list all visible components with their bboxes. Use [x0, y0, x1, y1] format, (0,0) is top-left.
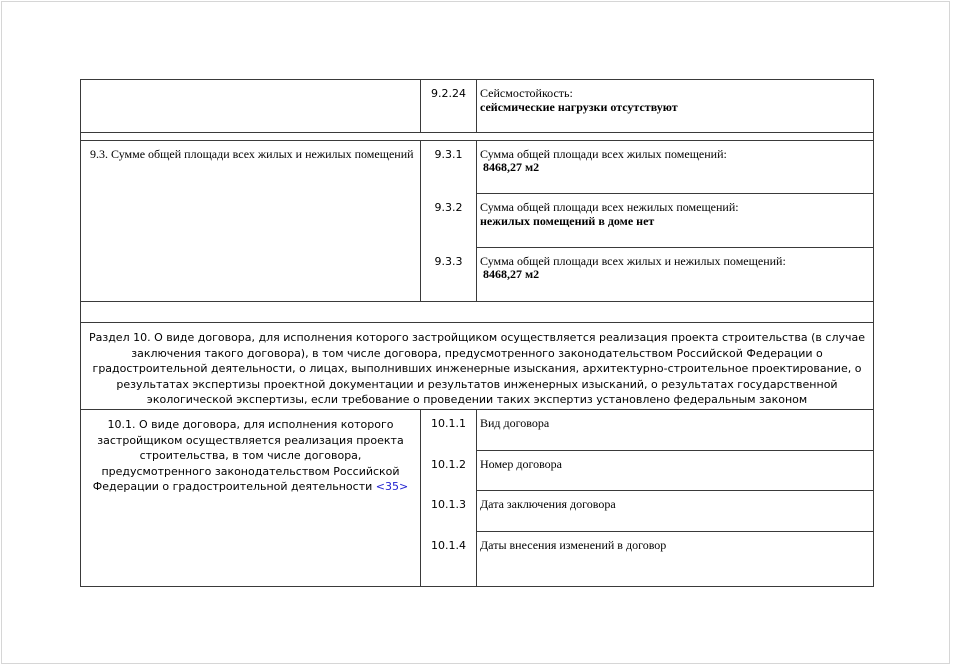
table-border-right — [873, 79, 874, 587]
row-value: сейсмические нагрузки отсутствуют — [480, 100, 678, 114]
row-code: 10.1.1 — [431, 417, 466, 430]
row-label: Дата заключения договора — [480, 497, 616, 511]
row-label: Сумма общей площади всех жилых помещений: — [480, 147, 727, 161]
table-line — [80, 322, 874, 323]
row-code: 9.3.1 — [434, 148, 463, 161]
table-border-left — [80, 79, 81, 587]
subsection-title: 9.3. Сумме общей площади всех жилых и нежилых помещений — [90, 147, 414, 161]
table-line — [80, 409, 874, 410]
row-code: 9.3.2 — [434, 201, 463, 214]
table-line — [80, 140, 874, 141]
table-line — [80, 132, 874, 133]
row-label: Вид договора — [480, 416, 550, 430]
table-line-top — [80, 79, 874, 80]
table-line — [476, 247, 874, 248]
row-code: 10.1.2 — [431, 458, 466, 471]
table-line-bottom — [80, 586, 874, 587]
table-column-line — [476, 409, 477, 587]
row-label: Сейсмостойкость: — [480, 86, 573, 100]
row-value: 8468,27 м2 — [483, 267, 540, 281]
row-code: 9.2.24 — [431, 87, 466, 100]
row-value: нежилых помещений в доме нет — [480, 214, 655, 228]
row-code: 10.1.4 — [431, 539, 466, 552]
row-label: Сумма общей площади всех нежилых помещений: — [480, 200, 739, 214]
row-label: Номер договора — [480, 457, 562, 471]
table-line — [476, 193, 874, 194]
subsection-title: 10.1. О виде договора, для исполнения которого застройщиком осуществляется реализация проекта строительства, в том числе договора, предусмотренного законодательством Российской Федерации о градостроительной деятельности <35> — [92, 418, 409, 493]
row-label: Сумма общей площади всех жилых и нежилых помещений: — [480, 254, 786, 268]
row-code: 9.3.3 — [434, 255, 463, 268]
table-line — [80, 301, 874, 302]
table-line — [476, 450, 874, 451]
row-label: Даты внесения изменений в договор — [480, 538, 667, 552]
row-code: 10.1.3 — [431, 498, 466, 511]
table-column-line — [476, 79, 477, 133]
table-column-line — [476, 140, 477, 302]
row-value: 8468,27 м2 — [483, 160, 540, 174]
table-line — [476, 531, 874, 532]
section-heading: Раздел 10. О виде договора, для исполнения которого застройщиком осуществляется реализация проекта строительства (в случае заключения такого договора), в том числе договора, предусмотренного законодательством Российской Федерации о градостроительной деятельности, о лицах, выполнивших инженерные изыскания, архитектурно-строительное проектирование, о результатах экспертизы проектной документации и результатов инженерных изысканий, о результатах государственной экологической экспертизы, если требование о проведении таких экспертиз установлено федеральным законом — [88, 331, 866, 406]
footnote-link[interactable]: <35> — [375, 480, 409, 493]
table-line — [476, 490, 874, 491]
table-column-line — [420, 140, 421, 302]
